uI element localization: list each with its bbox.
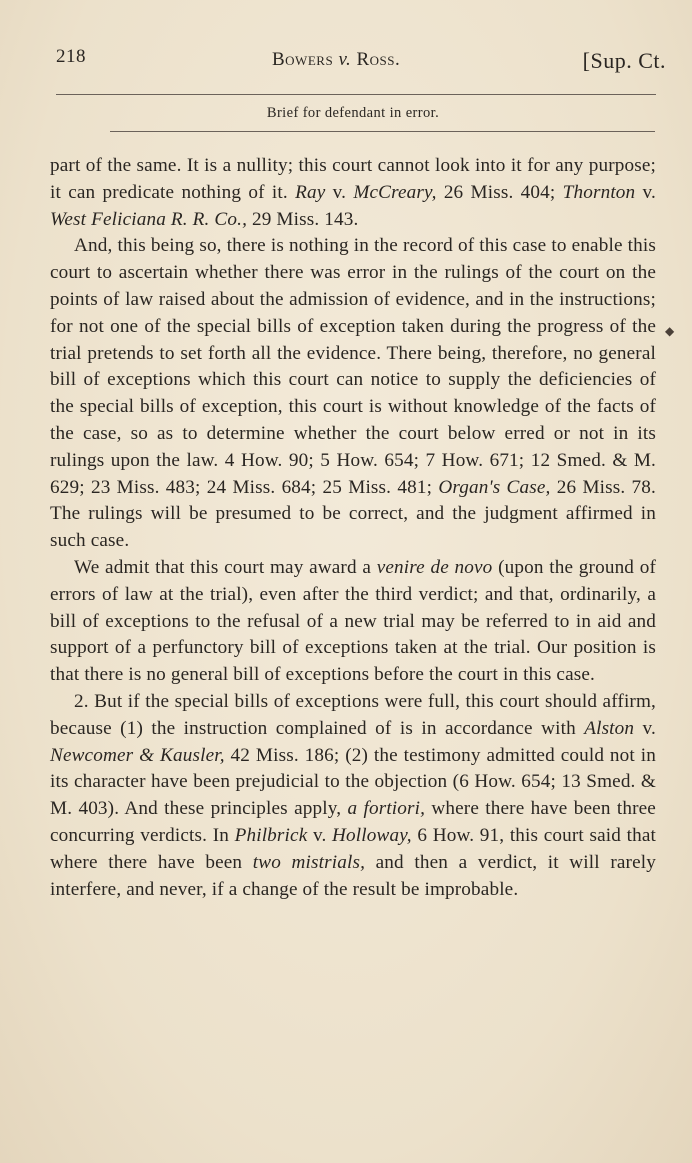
- running-title: [272, 49, 400, 71]
- party-bowers: Bowers: [272, 49, 334, 70]
- running-header: [56, 46, 666, 80]
- subheader-rule: [110, 131, 655, 132]
- paragraph: [50, 555, 656, 689]
- italic-citation: venire de novo: [376, 556, 493, 578]
- italic-citation: West Feliciana R. R. Co.,: [50, 208, 248, 230]
- text-run: We admit that this court may award a: [74, 556, 377, 578]
- paragraph: [50, 153, 656, 233]
- italic-citation: two mistrials,: [252, 851, 366, 873]
- italic-citation: Alston: [584, 717, 635, 739]
- text-run: 2. But if the special bills of exceptions were full, this court should affirm, because (1) the instruction complained of is in accordance with: [50, 690, 656, 739]
- italic-citation: Thornton: [562, 181, 636, 203]
- paragraph: [50, 689, 656, 903]
- paragraph: [50, 233, 656, 555]
- text-run: 26 Miss. 404;: [436, 181, 563, 203]
- brief-body: [50, 153, 656, 903]
- text-run: 26 Miss. 78. The rulings will be presumed to be correct, and the judgment affirmed in such case.: [50, 476, 656, 552]
- party-ross: Ross.: [356, 49, 401, 70]
- italic-citation: McCreary,: [353, 181, 437, 203]
- text-run: And, this being so, there is nothing in the record of this case to enable this court to ascertain whether there was error in the rulings of the court on the points of law raised about the admission of evidence, and in the instructions; for not one of the special bills of exception taken during the progress of the trial pretends to set forth all the evidence. There being, therefore, no general bill of exceptions which this court can notice to supply the deficiencies of the special bills of exception, this court is without knowledge of the facts of the case, so as to determine whether the court below erred or not in its rulings upon the law. 4 How. 90; 5 How. 654; 7 How. 671; 12 Smed. & M. 629; 23 Miss. 483; 24 Miss. 684; 25 Miss. 481;: [50, 235, 656, 498]
- text-run: and then a verdict, it will rarely interfere, and never, if a change of the result be improbable.: [50, 851, 656, 900]
- italic-citation: Holloway,: [332, 824, 412, 846]
- page-number: 218: [56, 46, 86, 67]
- italic-citation: a fortiori,: [347, 798, 426, 820]
- text-run: (upon the ground of errors of law at the trial), even after the third verdict; and that, ordinarily, a bill of exceptions to the refusal of a new trial may be referred to in aid and support of a perfunctory bill of exceptions taken at the trial. Our position is that there is no general bill of exceptions before the court in this case.: [50, 556, 656, 686]
- italic-citation: Organ's Case,: [438, 476, 551, 498]
- section-subheader: Brief for defendant in error.: [266, 105, 440, 121]
- margin-mark: ◆: [665, 324, 675, 338]
- text-run: v.: [635, 181, 656, 203]
- text-run: v.: [325, 181, 354, 203]
- header-rule: [56, 94, 656, 95]
- text-run: 42 Miss. 186; (2) the testimony admitted could not in its character have been prejudicial to the objection (6 How. 654; 13 Smed. & M. 403). And these principles apply,: [50, 744, 656, 820]
- text-run: where there have been three concurring verdicts. In: [50, 798, 656, 846]
- text-run: part of the same. It is a nullity; this court cannot look into it for any purpose; it can predicate nothing of it.: [50, 155, 656, 203]
- text-run: 6 How. 91, this court said that where there have been: [50, 824, 657, 873]
- italic-citation: Newcomer & Kausler,: [50, 744, 225, 766]
- versus: v.: [338, 49, 352, 70]
- court-name: [Sup. Ct.: [582, 48, 666, 73]
- text-run: v.: [307, 824, 333, 846]
- italic-citation: Philbrick: [234, 824, 308, 846]
- italic-citation: Ray: [295, 181, 326, 203]
- text-run: 29 Miss. 143.: [247, 208, 359, 230]
- text-run: v.: [634, 717, 656, 739]
